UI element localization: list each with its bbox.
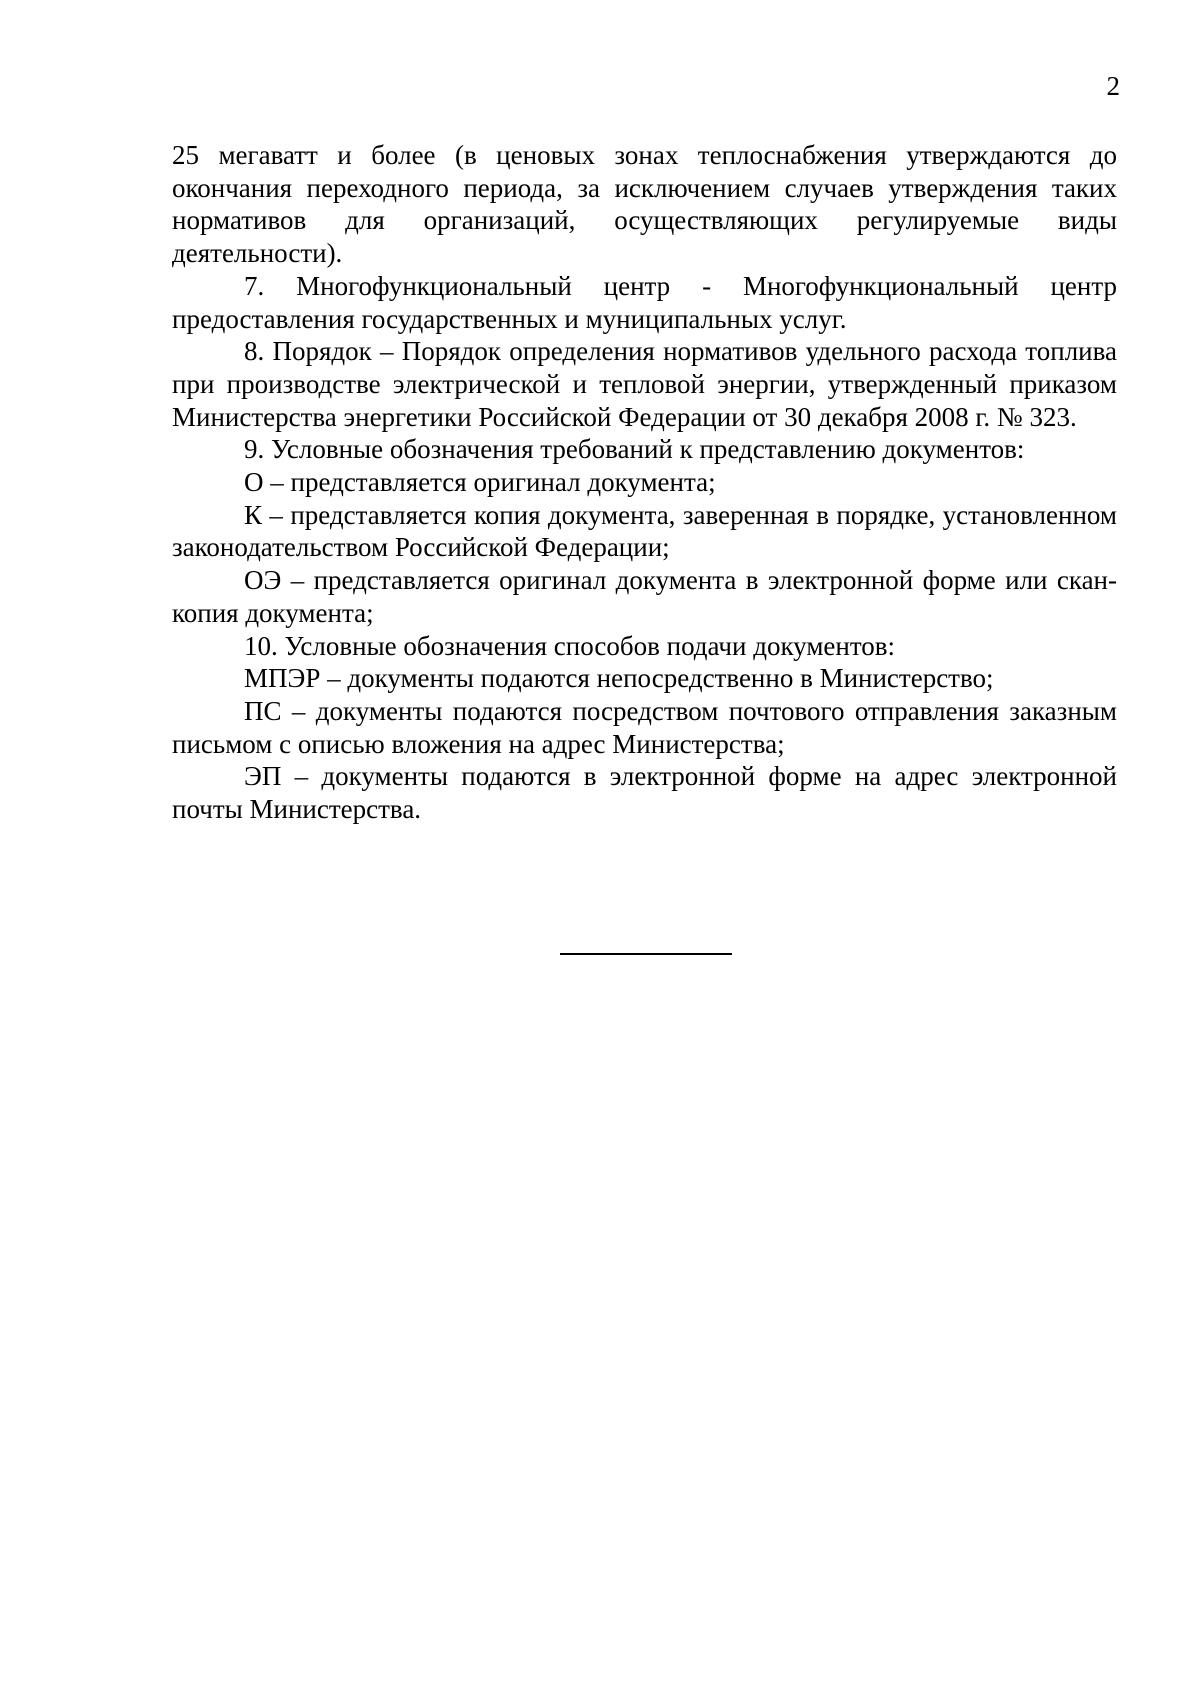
page-number: 2 <box>1106 71 1120 101</box>
paragraph-continuation: 25 мегаватт и более (в ценовых зонах теплоснабжения утверждаются до окончания переходного периода, за исключением случаев утверждения таких нормативов для организаций, осуществляющих регулируемые виды деятельности). <box>172 140 1117 269</box>
paragraph-symbol-mper: МПЭР – документы подаются непосредственно в Министерство; <box>244 663 994 694</box>
paragraph-item-8: 8. Порядок – Порядок определения нормативов удельного расхода топлива при производстве электрической и тепловой энергии, утвержденный приказом Министерства энергетики Российской Федерации от 30 декабря 2008 г. № 323. <box>172 336 1117 432</box>
paragraph-symbol-k: К – представляется копия документа, заверенная в порядке, установленном законодательством Российской Федерации; <box>172 499 1117 563</box>
paragraph-symbol-ep: ЭП – документы подаются в электронной форме на адрес электронной почты Министерства. <box>172 761 1117 825</box>
paragraph-symbol-oe: ОЭ – представляется оригинал документа в электронной форме или скан-копия документа; <box>172 565 1117 628</box>
paragraph-item-7: 7. Многофункциональный центр - Многофункциональный центр предоставления государственных и муниципальных услуг. <box>172 270 1117 334</box>
paragraph-item-9: 9. Условные обозначения требований к представлению документов: <box>244 434 1025 465</box>
paragraph-item-10: 10. Условные обозначения способов подачи документов: <box>244 630 896 661</box>
document-body <box>172 139 1117 826</box>
end-of-document-rule <box>560 953 732 955</box>
paragraph-symbol-ps: ПС – документы подаются посредством почтового отправления заказным письмом с описью вложения на адрес Министерства; <box>172 695 1117 759</box>
paragraph-symbol-o: О – представляется оригинал документа; <box>244 467 716 498</box>
